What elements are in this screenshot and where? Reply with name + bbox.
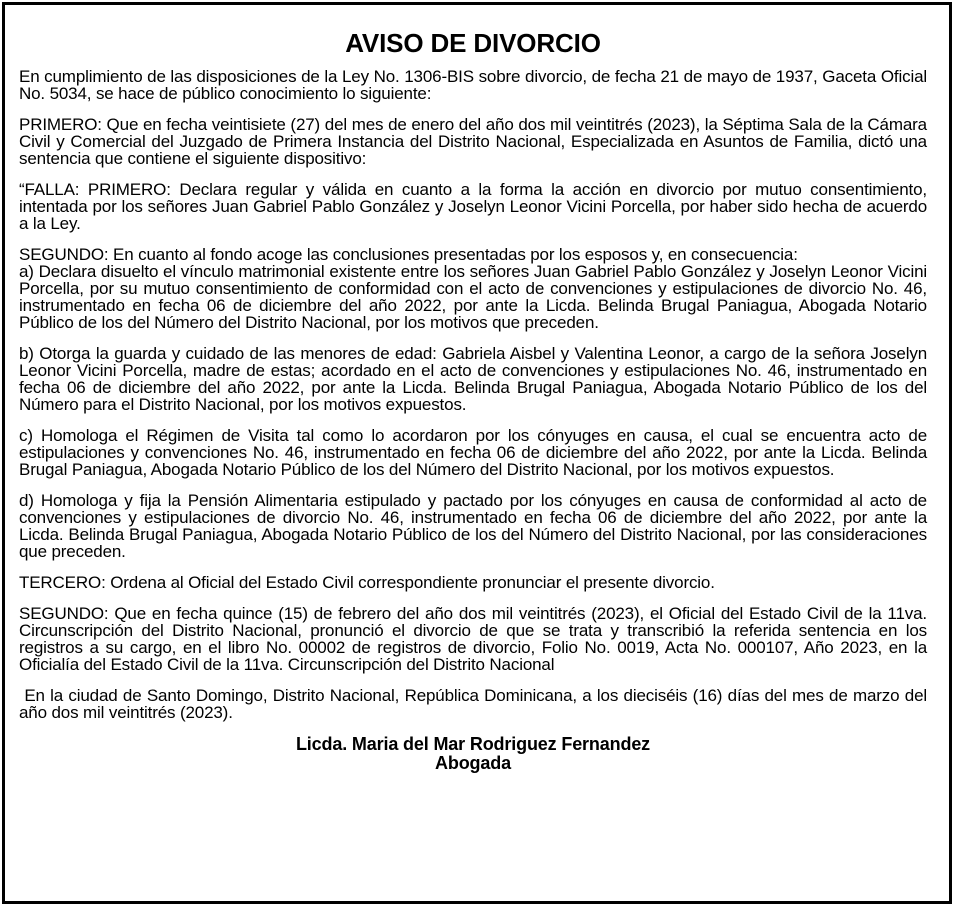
item-b-paragraph: b) Otorga la guarda y cuidado de las menores de edad: Gabriela Aisbel y Valentina Leonor, a cargo de la señora Joselyn Leonor Vicini Porcella, madre de estas; acordado en el acto de convenciones y estipulaciones No. 46, instrumentado en fecha 06 de diciembre del año 2022, por ante la Licda. Belinda Brugal Paniagua, Abogada Notario Público de los del Número para el Distrito Nacional, por los motivos expuestos.	[19, 344, 927, 414]
closing-paragraph: En la ciudad de Santo Domingo, Distrito Nacional, República Dominicana, a los dieciséis (16) días del mes de marzo del año dos mil veintitrés (2023).	[19, 686, 932, 722]
segundo-fallo-paragraph: SEGUNDO: En cuanto al fondo acoge las conclusiones presentadas por los esposos y, en consecuencia:	[19, 245, 798, 264]
item-d-paragraph: d) Homologa y fija la Pensión Alimentaria estipulado y pactado por los cónyuges en causa de conformidad al acto de convenciones y estipulaciones de divorcio No. 46, instrumentado en fecha 06 de diciembre del año 2022, por ante la Licda. Belinda Brugal Paniagua, Abogada Notario Público de los del Número del Distrito Nacional, por las consideraciones que preceden.	[19, 491, 927, 561]
segundo-paragraph: SEGUNDO: Que en fecha quince (15) de febrero del año dos mil veintitrés (2023), el Oficial del Estado Civil de la 11va. Circunscripción del Distrito Nacional, pronunció el divorcio de que se trata y transcribió la referida sentencia en los registros a su cargo, en el libro No. 00002 de registros de divorcio, Folio No. 0019, Acta No. 000107, Año 2023, en la Oficialía del Estado Civil de la 11va. Circunscripción del Distrito Nacional	[19, 604, 927, 674]
falla-paragraph: “FALLA: PRIMERO: Declara regular y válida en cuanto a la forma la acción en divorcio por mutuo consentimiento, intentada por los señores Juan Gabriel Pablo González y Joselyn Leonor Vicini Porcella, por haber sido hecha de acuerdo a la Ley.	[19, 180, 927, 233]
primero-paragraph: PRIMERO: Que en fecha veintisiete (27) del mes de enero del año dos mil veintitrés (2023), la Séptima Sala de la Cámara Civil y Comercial del Juzgado de Primera Instancia del Distrito Nacional, Especializada en Asuntos de Familia, dictó una sentencia que contiene el siguiente dispositivo:	[19, 115, 927, 168]
signature-block	[19, 735, 927, 773]
notice-content	[19, 28, 932, 773]
tercero-paragraph: TERCERO: Ordena al Oficial del Estado Civil correspondiente pronunciar el presente divorcio.	[19, 573, 715, 592]
notice-title: AVISO DE DIVORCIO	[345, 28, 601, 58]
item-a-paragraph: a) Declara disuelto el vínculo matrimonial existente entre los señores Juan Gabriel Pablo González y Joselyn Leonor Vicini Porcella, por su mutuo consentimiento de conformidad con el acto de convenciones y estipulaciones de divorcio No. 46, instrumentado en fecha 06 de diciembre del año 2022, por ante la Licda. Belinda Brugal Paniagua, Abogada Notario Público de los del Número del Distrito Nacional, por los motivos que preceden.	[19, 262, 927, 332]
signature-role: Abogada	[435, 753, 511, 773]
item-c-paragraph: c) Homologa el Régimen de Visita tal como lo acordaron por los cónyuges en causa, el cual se encuentra acto de estipulaciones y convenciones No. 46, instrumentado en fecha 06 de diciembre del año 2022, por ante la Licda. Belinda Brugal Paniagua, Abogada Notario Público de los del Número del Distrito Nacional, por los motivos expuestos.	[19, 426, 927, 479]
intro-paragraph: En cumplimiento de las disposiciones de la Ley No. 1306-BIS sobre divorcio, de fecha 21 de mayo de 1937, Gaceta Oficial No. 5034, se hace de público conocimiento lo siguiente:	[19, 67, 927, 103]
signature-name: Licda. Maria del Mar Rodriguez Fernandez	[295, 734, 651, 754]
